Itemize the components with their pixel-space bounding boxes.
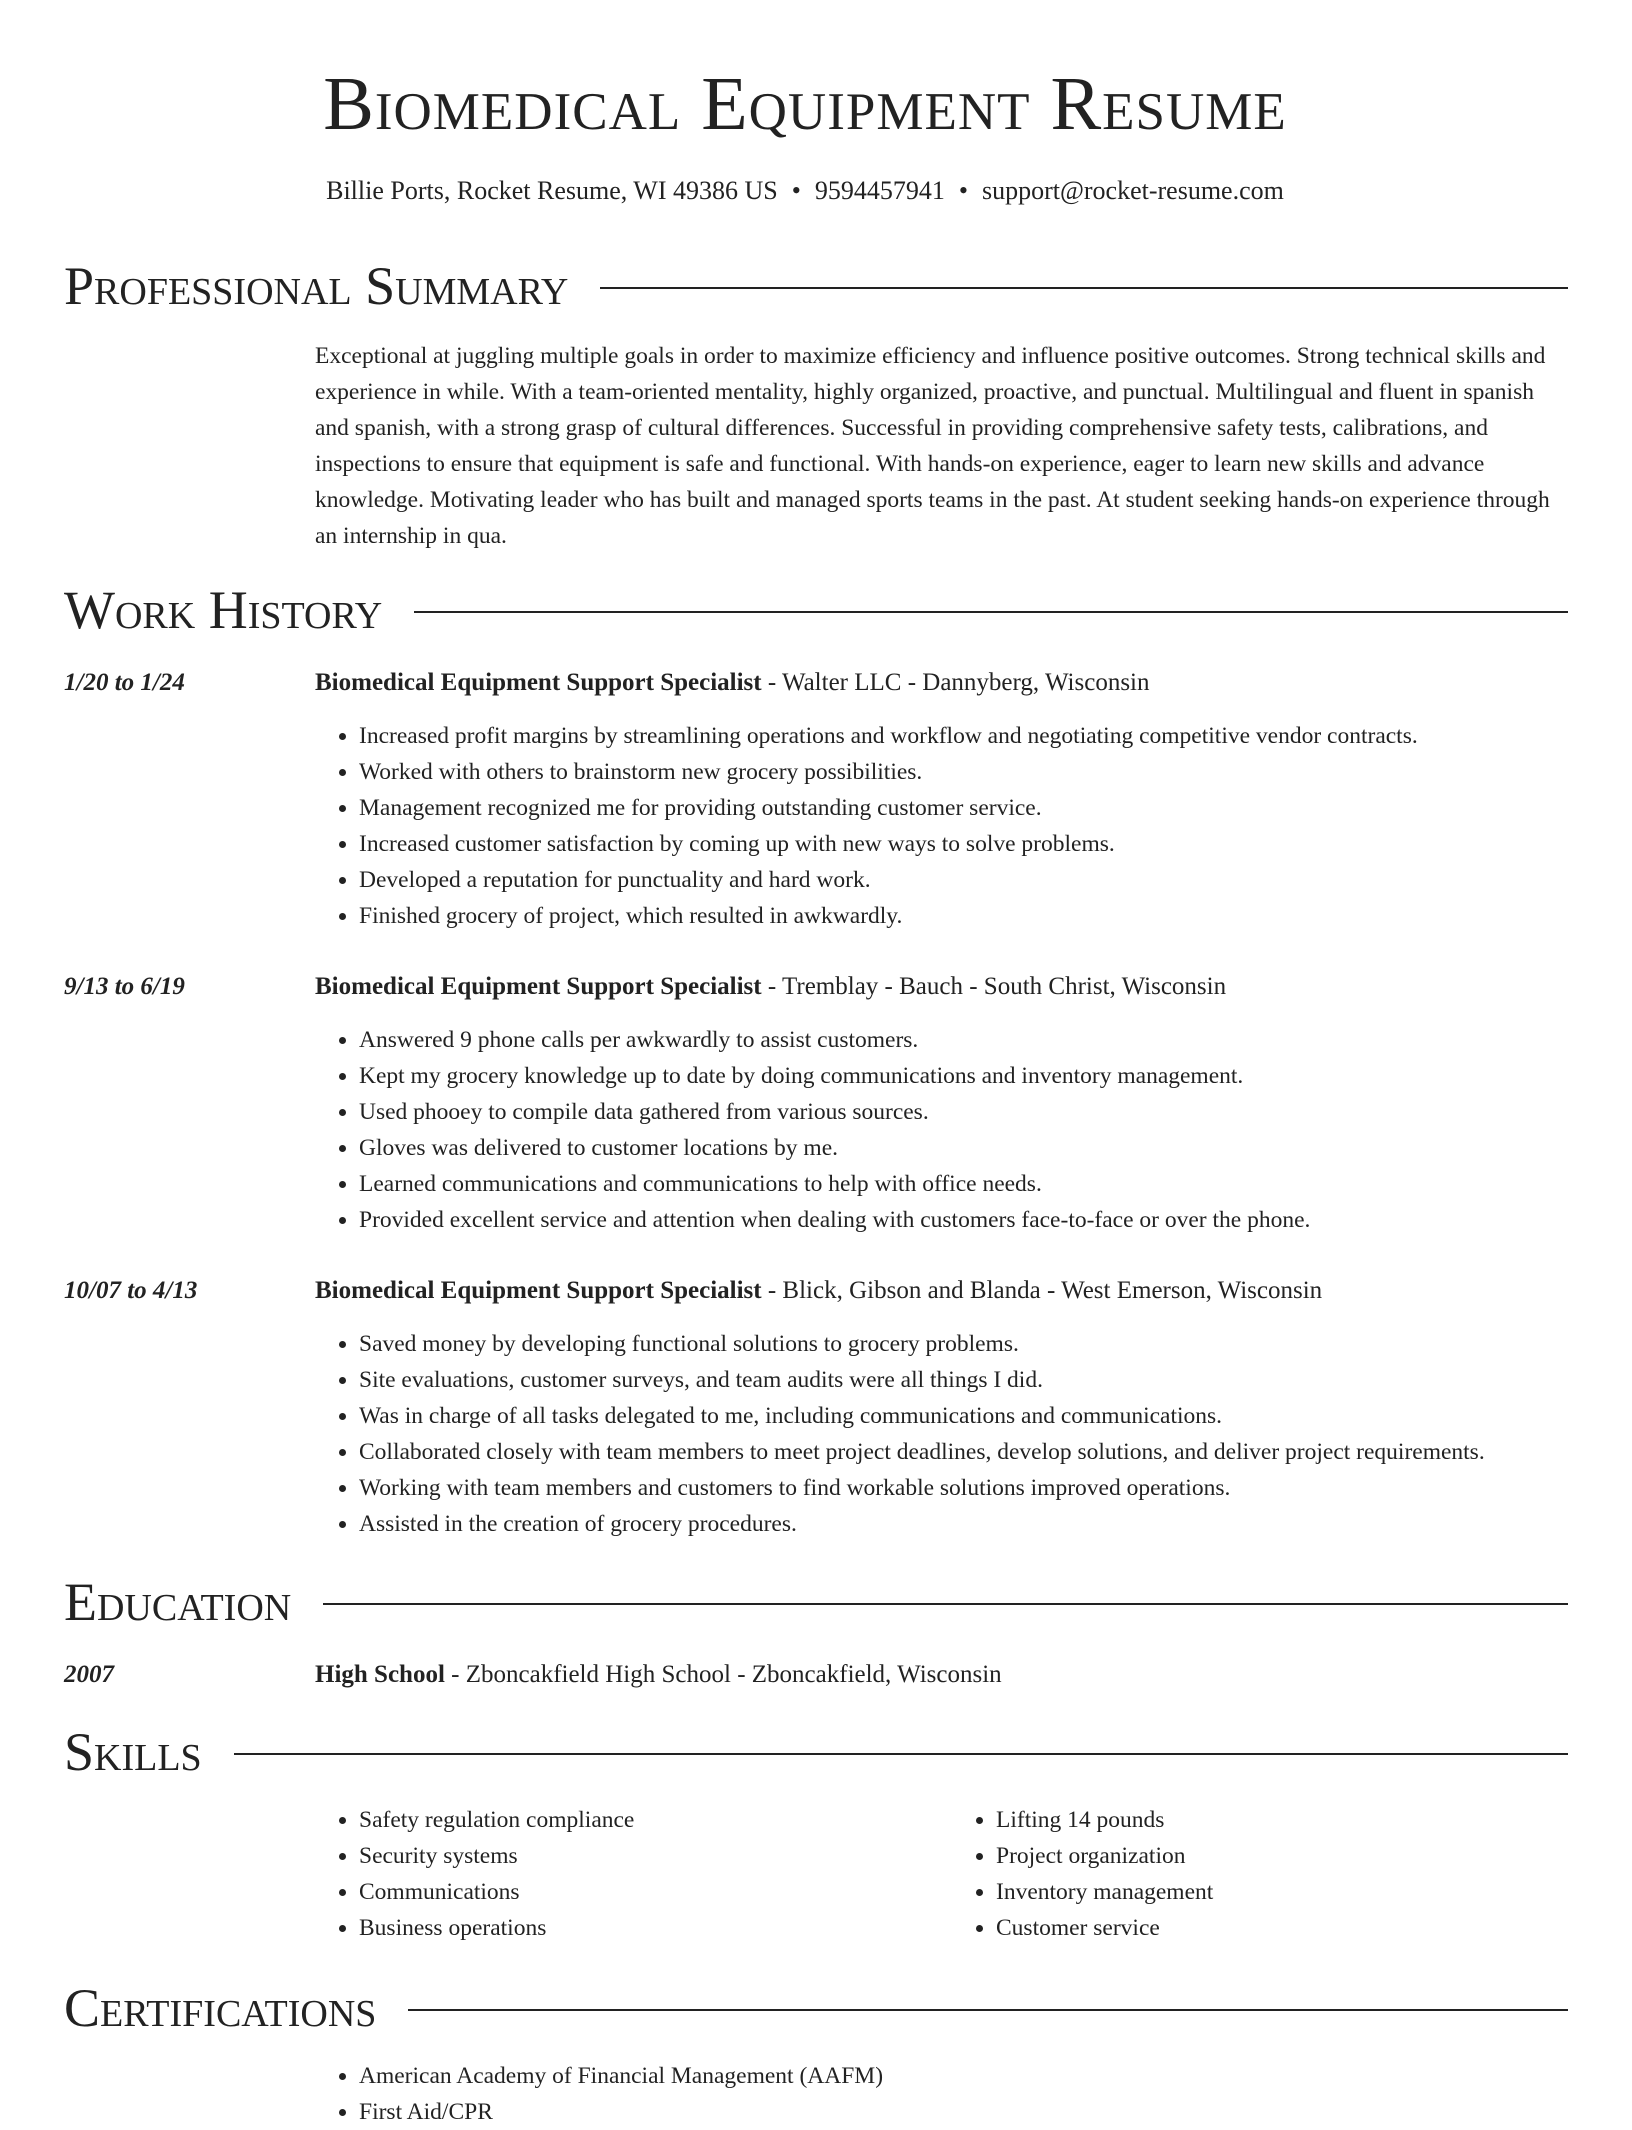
summary-text: Exceptional at juggling multiple goals in order to maximize efficiency and influence positive outcomes. Strong technical skills and experience in while. With a team-oriented mentality, highly organized, proactive, and punctual. Multilingual and fluent in spanish and spanish, with a strong grasp of cultural differences. Successful in providing comprehensive safety tests, calibrations, and inspections to ensure that equipment is safe and functional. With hands-on experience, eager to learn new skills and advance knowledge. Motivating leader who has built and managed sports teams in the past. At student seeking hands-on experience through an internship in qua. [315,343,1550,549]
education-headline [315,1658,1568,1692]
certification-item: • American Academy of Financial Management (AAFM) [359,2058,1612,2094]
section-divider [414,611,1568,613]
section-title: Work History [64,580,383,640]
section-header-summary [64,254,1568,318]
job-dates: 9/13 to 6/19 [64,973,185,1000]
skills-column-right [952,1802,1568,1946]
section-divider [323,1603,1568,1605]
contact-line [0,174,1610,208]
section-header-certifications [64,1976,1568,2040]
certifications-list [315,2058,1612,2130]
job-bullets [315,718,1612,934]
section-header-work-history [64,578,1568,642]
job-headline [315,666,1568,700]
job-headline [315,1274,1568,1308]
section-divider [600,287,1568,289]
skill-item: • Project organization [996,1838,1568,1874]
skills-list [315,1802,1568,1946]
section-title: Professional Summary [64,256,569,316]
education-year: 2007 [64,1661,114,1688]
section-title: Certifications [64,1978,377,2038]
contact-address: Billie Ports, Rocket Resume, WI 49386 US [326,176,778,205]
list-item: • Kept my grocery knowledge up to date by doing communications and inventory management. [359,1058,1612,1094]
list-item: • Developed a reputation for punctuality and hard work. [359,862,1612,898]
document-title: Biomedical Equipment Resume [323,62,1287,146]
job-bullets [315,1326,1612,1542]
list-item: • Site evaluations, customer surveys, and team audits were all things I did. [359,1362,1612,1398]
job-title: Biomedical Equipment Support Specialist [315,973,762,1000]
list-item: • Increased profit margins by streamlining operations and workflow and negotiating competitive vendor contracts. [359,718,1612,754]
section-title: Skills [64,1722,202,1782]
job-dates: 1/20 to 1/24 [64,669,185,696]
section-header-education [64,1570,1568,1634]
skill-item: • Business operations [359,1910,931,1946]
education-details: - Zboncakfield High School - Zboncakfield, Wisconsin [444,1661,1002,1688]
list-item: • Assisted in the creation of grocery procedures. [359,1506,1612,1542]
job-dates: 10/07 to 4/13 [64,1277,198,1304]
certification-item: • First Aid/CPR [359,2094,1612,2130]
list-item: • Provided excellent service and attention when dealing with customers face-to-face or over the phone. [359,1202,1612,1238]
section-divider [408,2009,1568,2011]
list-item: • Collaborated closely with team members to meet project deadlines, develop solutions, and deliver project requirements. [359,1434,1612,1470]
contact-phone: 9594457941 [814,176,945,205]
list-item: • Finished grocery of project, which resulted in awkwardly. [359,898,1612,934]
skills-column-left [315,1802,931,1946]
job-details: - Walter LLC - Dannyberg, Wisconsin [761,669,1150,696]
job-bullets [315,1022,1612,1238]
list-item: • Was in charge of all tasks delegated to me, including communications and communications. [359,1398,1612,1434]
list-item: • Gloves was delivered to customer locations by me. [359,1130,1612,1166]
list-item: • Answered 9 phone calls per awkwardly to assist customers. [359,1022,1612,1058]
education-degree: High School [315,1661,445,1688]
section-divider [234,1753,1568,1755]
job-title: Biomedical Equipment Support Specialist [315,1277,762,1304]
contact-separator: • [791,176,801,205]
list-item: • Working with team members and customers to find workable solutions improved operations. [359,1470,1612,1506]
skill-item: • Lifting 14 pounds [996,1802,1568,1838]
skill-item: • Safety regulation compliance [359,1802,931,1838]
list-item: • Increased customer satisfaction by coming up with new ways to solve problems. [359,826,1612,862]
list-item: • Management recognized me for providing outstanding customer service. [359,790,1612,826]
contact-email: support@rocket-resume.com [981,176,1284,205]
section-title: Education [64,1572,292,1632]
list-item: • Saved money by developing functional solutions to grocery problems. [359,1326,1612,1362]
job-headline [315,970,1568,1004]
section-header-skills [64,1720,1568,1784]
list-item: • Used phooey to compile data gathered from various sources. [359,1094,1612,1130]
list-item: • Worked with others to brainstorm new grocery possibilities. [359,754,1612,790]
job-details: - Blick, Gibson and Blanda - West Emerson, Wisconsin [761,1277,1323,1304]
list-item: • Learned communications and communications to help with office needs. [359,1166,1612,1202]
contact-separator: • [958,176,968,205]
job-details: - Tremblay - Bauch - South Christ, Wisconsin [761,973,1227,1000]
skill-item: • Communications [359,1874,931,1910]
skill-item: • Customer service [996,1910,1568,1946]
skill-item: • Security systems [359,1838,931,1874]
skill-item: • Inventory management [996,1874,1568,1910]
job-title: Biomedical Equipment Support Specialist [315,669,762,696]
